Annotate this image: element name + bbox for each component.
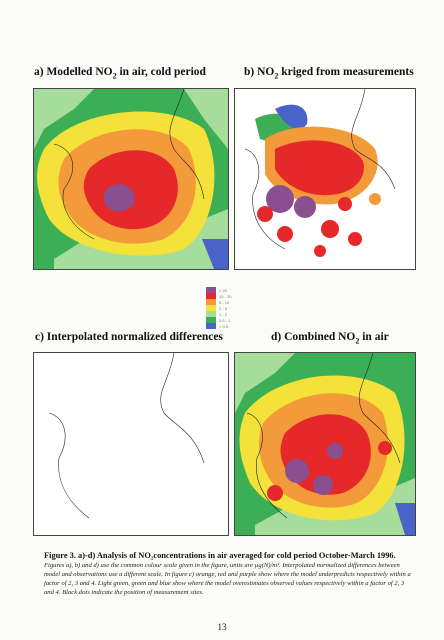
- map-c-background: [34, 353, 228, 535]
- panel-d-title-post: in air: [359, 331, 389, 343]
- map-a-purple-spot: [103, 184, 134, 211]
- legend-label: 0.5 - 1: [219, 317, 231, 323]
- legend-label: 2 - 5: [219, 305, 228, 311]
- map-normalized-differences: [33, 352, 229, 536]
- panel-c-title-text: c) Interpolated normalized differences: [35, 331, 223, 343]
- legend-item: [206, 323, 256, 329]
- map-b-red-spot-6: [338, 197, 352, 211]
- panel-b-title: [244, 66, 414, 80]
- panel-b-title-sub: 2: [274, 71, 279, 81]
- map-d-purple-spot: [285, 459, 309, 483]
- caption-body: Figures a), b) and d) use the common colour scale given in the figure, units are µg(N)/m³. Interpolated normalized differences between model and observations use a different scale. In figure c) orange, red and purple show where the model underpredicts respectively within a factor of 2, 3 and 4. Light green, green and blue show where the model overestimates observed values respectively within a factor of 2, 3 and 4. Black dots indicate the position of measurement sites.: [44, 562, 411, 596]
- map-b-orange-spot: [369, 193, 381, 205]
- legend-label: 1 - 2: [219, 311, 228, 317]
- map-a-graphic: [34, 89, 228, 269]
- panel-a-title-post: in air, cold period: [116, 66, 206, 78]
- legend-label: > 20: [219, 287, 227, 293]
- panel-c-title: [35, 331, 223, 343]
- map-b-red-spot-2: [277, 226, 293, 242]
- map-c-graphic: [34, 353, 228, 535]
- map-kriged-no2: [234, 88, 416, 270]
- map-d-red-spot: [267, 485, 283, 501]
- panel-b-title-text: b) NO: [244, 66, 275, 78]
- panel-d-title-text: d) Combined NO: [271, 331, 356, 343]
- map-b-red-spot-4: [348, 232, 362, 246]
- map-combined-no2: [234, 352, 416, 536]
- caption-title: Figure 3. a)-d) Analysis of NO₂concentrations in air averaged for cold period October-March 1996.: [44, 551, 396, 560]
- map-b-purple-spot-2: [294, 196, 316, 218]
- map-b-red-spot: [257, 206, 273, 222]
- map-d-graphic: [235, 353, 415, 535]
- legend-label: 5 - 10: [219, 299, 230, 305]
- map-d-purple-spot-2: [313, 475, 333, 495]
- map-modelled-no2: [33, 88, 229, 270]
- color-legend: [206, 287, 256, 329]
- map-b-red-spot-5: [314, 245, 326, 257]
- panel-d-title-sub: 2: [355, 336, 360, 346]
- panel-b-title-post: kriged from measurements: [278, 66, 414, 78]
- panel-a-title-text: a) Modelled NO: [34, 66, 113, 78]
- map-b-red-spot-3: [321, 220, 339, 238]
- legend-swatch: [206, 323, 216, 329]
- map-b-graphic: [235, 89, 415, 269]
- legend-label: 10 - 20: [219, 293, 232, 299]
- figure-caption: [44, 551, 414, 597]
- panel-a-title: [34, 66, 206, 80]
- panel-d-title: [271, 331, 389, 345]
- page-number: 13: [217, 622, 227, 632]
- panel-a-title-sub: 2: [112, 71, 117, 81]
- map-d-red-spot-2: [378, 441, 392, 455]
- legend-label: < 0.5: [219, 323, 229, 329]
- map-d-purple-spot-3: [327, 443, 343, 459]
